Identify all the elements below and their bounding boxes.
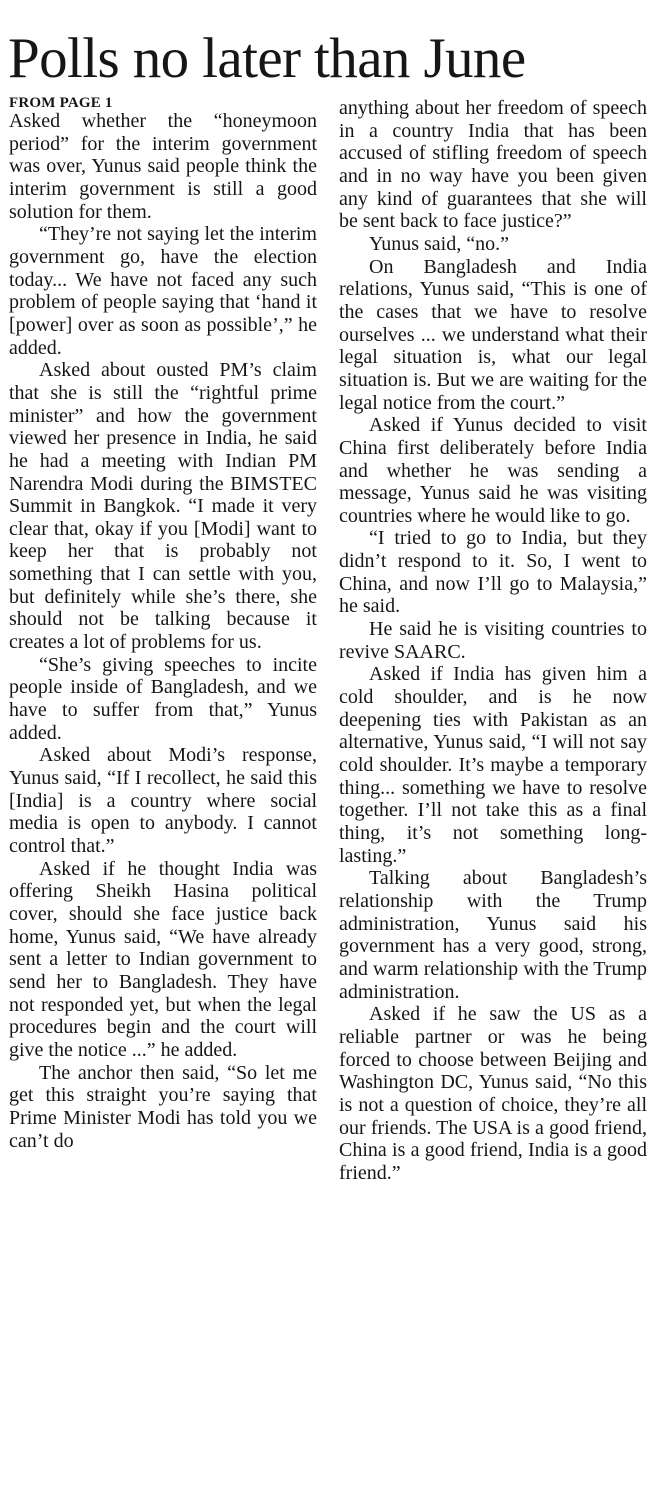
article-column-left (9, 97, 317, 1152)
paragraph: Asked about Modi’s response, Yunus said, “If I recollect, he said this [India] is a country where social media is open to anybody. I cannot control that.” (9, 744, 317, 857)
paragraph: Talking about Bangladesh’s relationship with the Trump administration, Yunus said his government has a very good, strong, and warm relationship with the Trump administration. (339, 867, 647, 1003)
paragraph: anything about her freedom of speech in a country India that has been accused of stifling freedom of speech and in no way have you been given any kind of guarantees that she will be sent back to face justice?” (339, 97, 647, 233)
paragraph: Asked if he saw the US as a reliable partner or was he being forced to choose between Beijing and Washington DC, Yunus said, “No this is not a question of choice, they’re all our friends. The USA is a good friend, China is a good friend, India is a good friend.” (339, 1003, 647, 1184)
paragraph: Asked about ousted PM’s claim that she is still the “rightful prime minister” and how the government viewed her presence in India, he said he had a meeting with Indian PM Narendra Modi during the BIMSTEC Summit in Bangkok. “I made it very clear that, okay if you [Modi] want to keep her that is probably not something that I can settle with you, but definitely while she’s there, she should not be talking because it creates a lot of problems for us. (9, 359, 317, 654)
paragraph: “They’re not saying let the interim government go, have the election today... We have not faced any such problem of people saying that ‘hand it [power] over as soon as possible’,” he added. (9, 223, 317, 359)
paragraph: “She’s giving speeches to incite people inside of Bangladesh, and we have to suffer from that,” Yunus added. (9, 653, 317, 744)
paragraph: Asked if he thought India was offering Sheikh Hasina political cover, should she face justice back home, Yunus said, “We have already sent a letter to Indian government to send her to Bangladesh. They have not responded yet, but when the legal procedures begin and the court will give the notice ...” he added. (9, 857, 317, 1061)
continuation-kicker: FROM PAGE 1 (9, 95, 113, 111)
paragraph: On Bangladesh and India relations, Yunus said, “This is one of the cases that we have to resolve ourselves ... we understand what their legal situation is, what our legal situation is. But we are waiting for the legal notice from the court.” (339, 255, 647, 414)
headline: Polls no later than June (8, 27, 526, 90)
paragraph: The anchor then said, “So let me get this straight you’re saying that Prime Minister Modi has told you we can’t do (9, 1061, 317, 1152)
paragraph: Yunus said, “no.” (369, 232, 509, 255)
paragraph: Asked whether the “honeymoon period” for the interim government was over, Yunus said people think the interim government is still a good solution for them. (9, 110, 317, 223)
paragraph: He said he is visiting countries to revive SAARC. (339, 618, 647, 663)
paragraph: Asked if Yunus decided to visit China first deliberately before India and whether he was sending a message, Yunus said he was visiting countries where he would like to go. (339, 414, 647, 527)
paragraph: “I tried to go to India, but they didn’t respond to it. So, I went to China, and now I’ll go to Malaysia,” he said. (339, 527, 647, 618)
paragraph: Asked if India has given him a cold shoulder, and is he now deepening ties with Pakistan as an alternative, Yunus said, “I will not say cold shoulder. It’s maybe a temporary thing... something we have to resolve together. I’ll not take this as a final thing, it’s not something long-lasting.” (339, 663, 647, 867)
article-column-right (339, 97, 647, 1185)
